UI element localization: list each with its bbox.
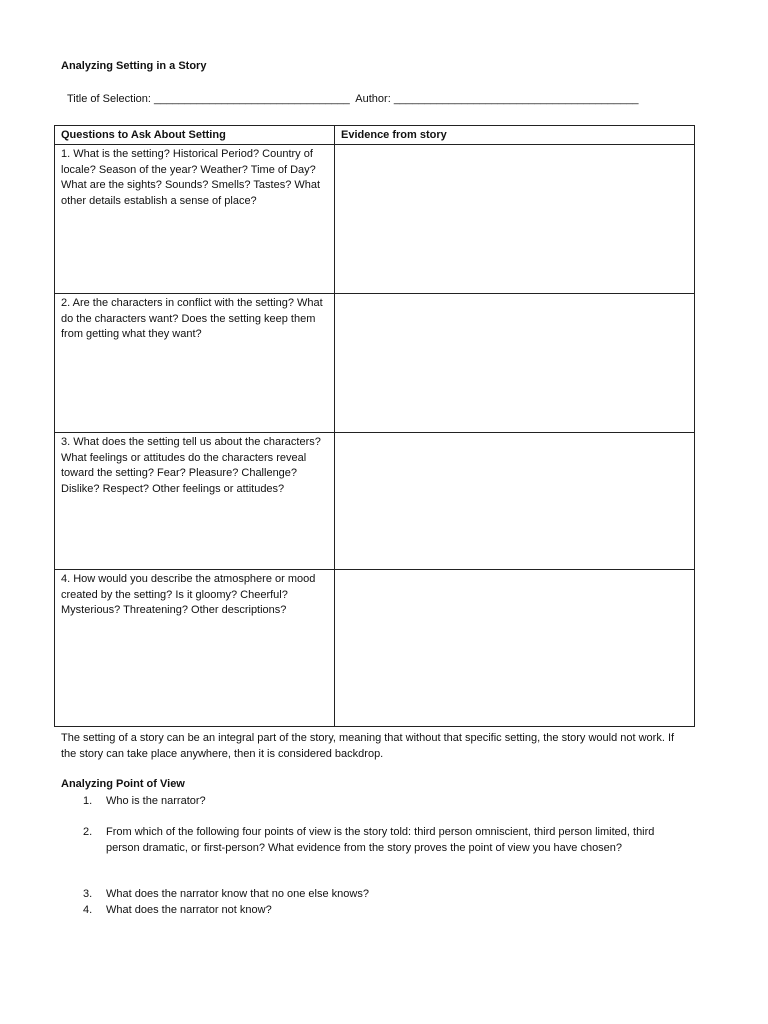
list-number: 4. (83, 904, 93, 916)
list-item (61, 902, 686, 918)
pov-question-list (61, 793, 686, 918)
list-number: 2. (83, 826, 93, 838)
evidence-cell[interactable] (335, 432, 695, 569)
table-row (55, 293, 695, 432)
list-number: 3. (83, 888, 93, 900)
table-header-row (55, 126, 695, 145)
table-row (55, 569, 695, 726)
setting-table (54, 125, 695, 727)
evidence-header: Evidence from story (335, 126, 695, 145)
list-item (61, 886, 686, 902)
question-cell: 1. What is the setting? Historical Period? Country of locale? Season of the year? Weather? Time of Day? What are the sights? Sounds? Smells? Tastes? What other details establish a sense of place? (55, 144, 335, 293)
page-title: Analyzing Setting in a Story (61, 60, 207, 72)
setting-footnote: The setting of a story can be an integral part of the story, meaning that without that specific setting, the story would not work. If the story can take place anywhere, then it is considered backdrop. (61, 732, 675, 760)
question-cell: 2. Are the characters in conflict with the setting? What do the characters want? Does the setting keep them from getting what they want? (55, 293, 335, 432)
list-item (61, 824, 686, 856)
questions-header: Questions to Ask About Setting (55, 126, 335, 145)
question-cell: 4. How would you describe the atmosphere or mood created by the setting? Is it gloomy? Cheerful? Mysterious? Threatening? Other descriptions? (55, 569, 335, 726)
evidence-cell[interactable] (335, 144, 695, 293)
list-item-text: What does the narrator know that no one else knows? (106, 888, 369, 900)
question-cell: 3. What does the setting tell us about the characters? What feelings or attitudes do the characters reveal toward the setting? Fear? Pleasure? Challenge? Dislike? Respect? Other feelings or attitudes? (55, 432, 335, 569)
list-item-text: What does the narrator not know? (106, 904, 272, 916)
table-row (55, 432, 695, 569)
list-item-text: Who is the narrator? (106, 795, 206, 807)
table-row (55, 144, 695, 293)
evidence-cell[interactable] (335, 293, 695, 432)
evidence-cell[interactable] (335, 569, 695, 726)
pov-section-title: Analyzing Point of View (61, 778, 185, 790)
list-number: 1. (83, 795, 93, 807)
title-author-line[interactable]: Title of Selection: ________________________________ Author: ________________________________________ (67, 93, 639, 105)
list-item (61, 793, 686, 809)
list-item-text: From which of the following four points of view is the story told: third person omniscient, third person limited, third person dramatic, or first-person? What evidence from the story proves the point of view you have chosen? (106, 826, 655, 854)
